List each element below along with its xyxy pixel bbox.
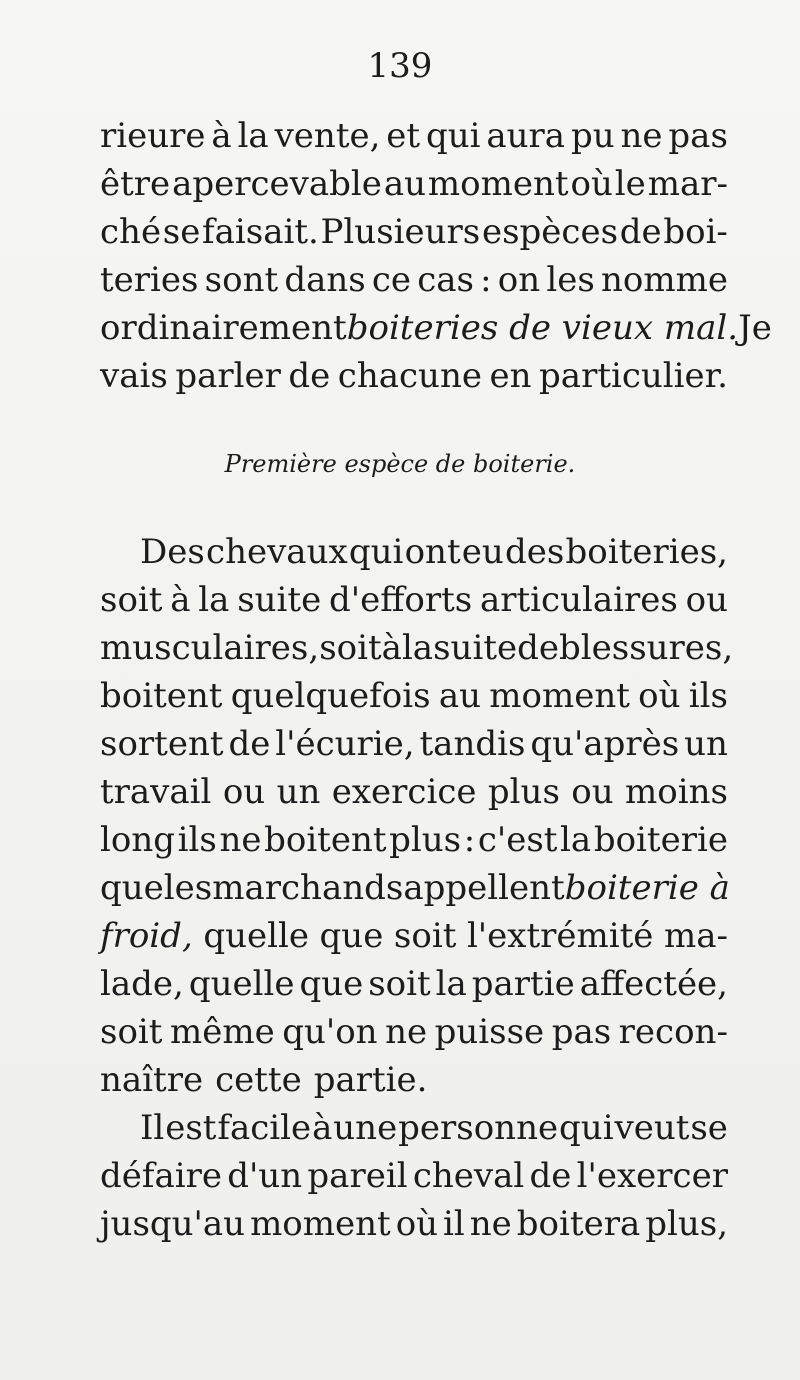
word: une — [333, 1108, 398, 1148]
word: pas — [668, 116, 728, 156]
word: un — [276, 772, 321, 812]
word: vais — [100, 356, 168, 396]
word: plus — [487, 772, 560, 812]
word: sont — [204, 260, 279, 300]
word: nomme — [600, 260, 728, 300]
word: la — [435, 964, 467, 1004]
word: ils — [177, 820, 217, 860]
word: moment — [250, 1204, 391, 1244]
word: partie — [471, 964, 575, 1004]
word: : — [480, 260, 492, 300]
word: des — [505, 532, 565, 572]
word: moment — [427, 164, 569, 204]
word: soit — [100, 580, 163, 620]
word: c'est — [477, 820, 558, 860]
text-line — [100, 576, 728, 624]
word: espèces — [481, 212, 619, 252]
word: se — [690, 1108, 728, 1148]
word: lade, — [100, 964, 184, 1004]
word: quelle — [203, 916, 309, 956]
word: de — [288, 356, 331, 396]
word: puisse — [434, 1012, 545, 1052]
word: vente, — [274, 116, 381, 156]
word: marchands — [212, 868, 404, 908]
text-line — [100, 1200, 728, 1248]
text-line — [100, 816, 728, 864]
word: tandis — [419, 724, 526, 764]
word: les — [546, 260, 595, 300]
word: où — [395, 1204, 439, 1244]
word: l'extrémité — [466, 916, 654, 956]
text-line — [100, 864, 728, 912]
word: cette — [215, 1060, 302, 1100]
word: articulaires — [479, 580, 678, 620]
text-line — [100, 720, 728, 768]
word: ne — [620, 116, 663, 156]
word: qu'après — [530, 724, 680, 764]
word: un — [684, 724, 728, 764]
word: la — [198, 580, 230, 620]
text-line — [100, 1008, 728, 1056]
word: dans — [284, 260, 366, 300]
text-line — [100, 1104, 728, 1152]
word: naître — [100, 1060, 204, 1100]
text-line — [100, 256, 728, 304]
word: qui — [425, 116, 481, 156]
word: soit — [100, 1012, 163, 1052]
text-line — [100, 912, 728, 960]
word: boiterie à — [564, 868, 730, 908]
word: faisait. — [202, 212, 319, 252]
word: en — [489, 356, 532, 396]
word: suite — [433, 628, 518, 668]
word: d'un — [227, 1156, 303, 1196]
word: même — [169, 1012, 275, 1052]
word: que — [299, 964, 364, 1004]
word: soit — [368, 964, 431, 1004]
word: quelle — [188, 964, 295, 1004]
text-line — [100, 352, 728, 400]
word: boitent — [100, 676, 223, 716]
word: à — [211, 116, 232, 156]
paragraph-2 — [100, 528, 734, 1104]
word: qui — [559, 1108, 614, 1148]
word: Plusieurs — [320, 212, 481, 252]
word: ou — [222, 772, 266, 812]
word: moment — [489, 676, 630, 716]
word: Il — [140, 1108, 165, 1148]
section-heading: Première espèce de boiterie. — [224, 450, 576, 478]
word: froid, — [100, 916, 193, 956]
word: de — [517, 628, 559, 668]
word: les — [163, 868, 213, 908]
word: jusqu'au — [100, 1204, 246, 1244]
word: appellent — [403, 868, 565, 908]
word: ma- — [663, 916, 728, 956]
word: musculaires, — [100, 628, 320, 668]
word: boi- — [663, 212, 728, 252]
word: : — [463, 820, 476, 860]
word: ché — [100, 212, 162, 252]
word: chacune — [337, 356, 482, 396]
word: d'efforts — [328, 580, 473, 620]
word: à — [381, 628, 402, 668]
word: à — [312, 1108, 333, 1148]
word: Des — [140, 532, 205, 572]
paragraph-3 — [100, 1104, 728, 1248]
word: parler — [175, 356, 281, 396]
text-line — [100, 304, 772, 352]
word: et — [386, 116, 421, 156]
word: partie. — [313, 1060, 428, 1100]
word: long — [100, 820, 176, 860]
word: la — [560, 820, 592, 860]
word: ou — [685, 580, 728, 620]
word: cheval — [412, 1156, 525, 1196]
word: travail — [100, 772, 212, 812]
word: teries — [100, 260, 199, 300]
word: moins — [625, 772, 728, 812]
word: de — [529, 1156, 572, 1196]
word: personne — [398, 1108, 559, 1148]
word: le — [614, 164, 646, 204]
word: particulier. — [539, 356, 728, 396]
word: pas — [551, 1012, 612, 1052]
word: plus, — [645, 1204, 728, 1244]
word: où — [570, 164, 613, 204]
word: blessures, — [559, 628, 734, 668]
text-line — [100, 528, 728, 576]
word: il — [443, 1204, 465, 1244]
word: au — [383, 164, 426, 204]
text-line — [100, 624, 734, 672]
word: ne — [385, 1012, 428, 1052]
text-line — [100, 1152, 728, 1200]
word: ordinairement — [100, 308, 347, 348]
word: ou — [571, 772, 614, 812]
word: eu — [461, 532, 504, 572]
word: ont — [404, 532, 461, 572]
word: pu — [570, 116, 615, 156]
text-line — [100, 160, 728, 208]
word: pareil — [307, 1156, 408, 1196]
word: recon- — [618, 1012, 728, 1052]
word: que — [100, 868, 164, 908]
word: affectée, — [579, 964, 728, 1004]
text-line — [100, 112, 728, 160]
word: est — [165, 1108, 217, 1148]
text-line — [100, 1056, 728, 1104]
word: soit — [319, 628, 382, 668]
word: sortent — [100, 724, 224, 764]
word: suite — [237, 580, 322, 620]
word: boitent — [264, 820, 387, 860]
word: la — [401, 628, 434, 668]
word: boiterie — [593, 820, 728, 860]
word: apercevable — [172, 164, 382, 204]
word: ils — [688, 676, 728, 716]
text-line — [100, 768, 728, 816]
word: que — [319, 916, 384, 956]
word: au — [438, 676, 481, 716]
word: on — [497, 260, 541, 300]
word: soit — [393, 916, 457, 956]
text-line — [100, 672, 728, 720]
word: quelquefois — [230, 676, 431, 716]
word: chevaux — [206, 532, 348, 572]
word: se — [162, 212, 201, 252]
word: boiteries, — [565, 532, 728, 572]
word: qu'on — [282, 1012, 378, 1052]
word: qui — [348, 532, 404, 572]
word: l'écurie, — [275, 724, 415, 764]
word: mar- — [647, 164, 728, 204]
word: plus — [389, 820, 462, 860]
page-number: 139 — [367, 46, 433, 86]
word: boiteries de vieux mal. — [346, 308, 739, 348]
word: ne — [219, 820, 262, 860]
word: veut — [614, 1108, 690, 1148]
word: être — [100, 164, 171, 204]
word: à — [170, 580, 191, 620]
paragraph-1 — [100, 112, 772, 400]
text-line — [100, 208, 728, 256]
word: Je — [738, 308, 772, 348]
word: facile — [217, 1108, 312, 1148]
text-line — [100, 960, 728, 1008]
word: la — [237, 116, 269, 156]
word: ce — [371, 260, 412, 300]
word: aura — [486, 116, 566, 156]
word: l'exercer — [576, 1156, 728, 1196]
word: boitera — [516, 1204, 641, 1244]
word: exercice — [331, 772, 477, 812]
word: cas — [417, 260, 474, 300]
word: où — [638, 676, 681, 716]
word: ne — [469, 1204, 512, 1244]
word: défaire — [100, 1156, 222, 1196]
word: de — [619, 212, 662, 252]
word: rieure — [100, 116, 206, 156]
word: de — [228, 724, 271, 764]
